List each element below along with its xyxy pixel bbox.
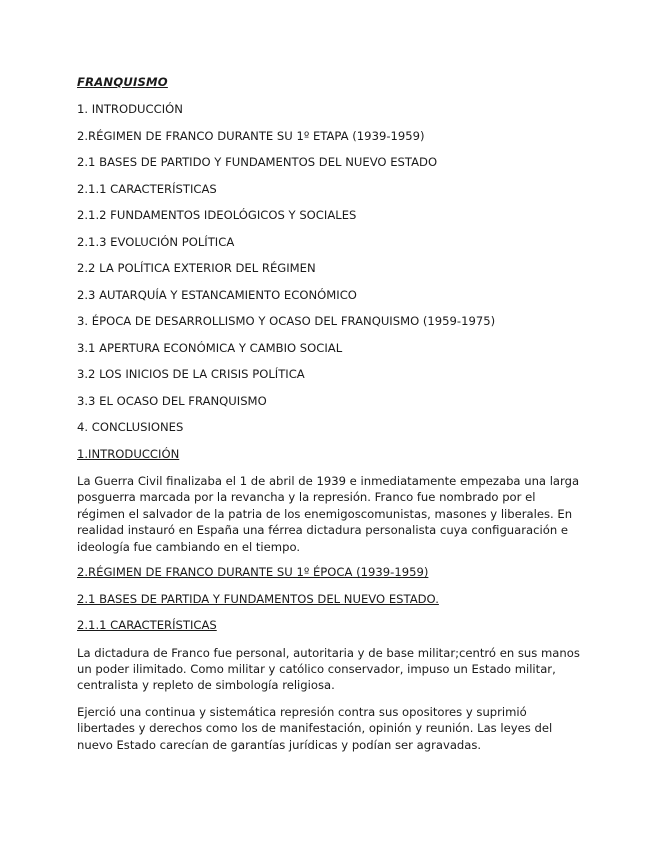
characteristics-paragraph: La dictadura de Franco fue personal, autoritaria y de base militar;centró en sus manos un poder ilimitado. Como militar y católico conservador, impuso un Estado militar, centralista y repleto de simbología religiosa. (77, 645, 580, 693)
regime-heading: 2.RÉGIMEN DE FRANCO DURANTE SU 1º ÉPOCA (1939-1959) (77, 565, 429, 580)
intro-paragraph: La Guerra Civil finalizaba el 1 de abril de 1939 e inmediatamente empezaba una larga posguerra marcada por la revancha y la represión. Franco fue nombrado por el régimen el salvador de la patria de los enemigoscomunistas, masones y liberales. En realidad instauró en España una férrea dictadura personalista cuya configuaración e ideología fue cambiando en el tiempo. (77, 474, 580, 554)
toc-item: 4. CONCLUSIONES (77, 420, 184, 434)
toc-item: 3. ÉPOCA DE DESARROLLISMO Y OCASO DEL FRANQUISMO (1959-1975) (77, 314, 496, 328)
toc-item: 2.1 BASES DE PARTIDO Y FUNDAMENTOS DEL NUEVO ESTADO (77, 155, 438, 169)
toc-item: 2.1.3 EVOLUCIÓN POLÍTICA (77, 234, 235, 249)
toc-item: 2.RÉGIMEN DE FRANCO DURANTE SU 1º ETAPA (1939-1959) (77, 128, 425, 143)
toc-item: 2.1.2 FUNDAMENTOS IDEOLÓGICOS Y SOCIALES (77, 208, 357, 222)
toc-item: 3.2 LOS INICIOS DE LA CRISIS POLÍTICA (77, 367, 305, 381)
toc-item: 3.3 EL OCASO DEL FRANQUISMO (77, 393, 267, 408)
characteristics-heading: 2.1.1 CARACTERÍSTICAS (77, 618, 217, 633)
toc-item: 2.3 AUTARQUÍA Y ESTANCAMIENTO ECONÓMICO (77, 287, 357, 302)
toc-item: 2.1.1 CARACTERÍSTICAS (77, 181, 217, 196)
toc-item: 3.1 APERTURA ECONÓMICA Y CAMBIO SOCIAL (77, 340, 343, 355)
repression-paragraph: Ejerció una continua y sistemática represión contra sus opositores y suprimió libertades y derechos como los de manifestación, opinión y reunión. Las leyes del nuevo Estado carecían de garantías jurídicas y podían ser agravadas. (77, 704, 553, 752)
intro-heading: 1.INTRODUCCIÓN (77, 446, 180, 461)
toc-item: 2.2 LA POLÍTICA EXTERIOR DEL RÉGIMEN (77, 261, 316, 275)
document-page (77, 75, 587, 763)
document-title: FRANQUISMO (77, 75, 168, 89)
toc-item: 1. INTRODUCCIÓN (77, 102, 183, 116)
bases-heading: 2.1 BASES DE PARTIDA Y FUNDAMENTOS DEL NUEVO ESTADO. (77, 591, 439, 606)
